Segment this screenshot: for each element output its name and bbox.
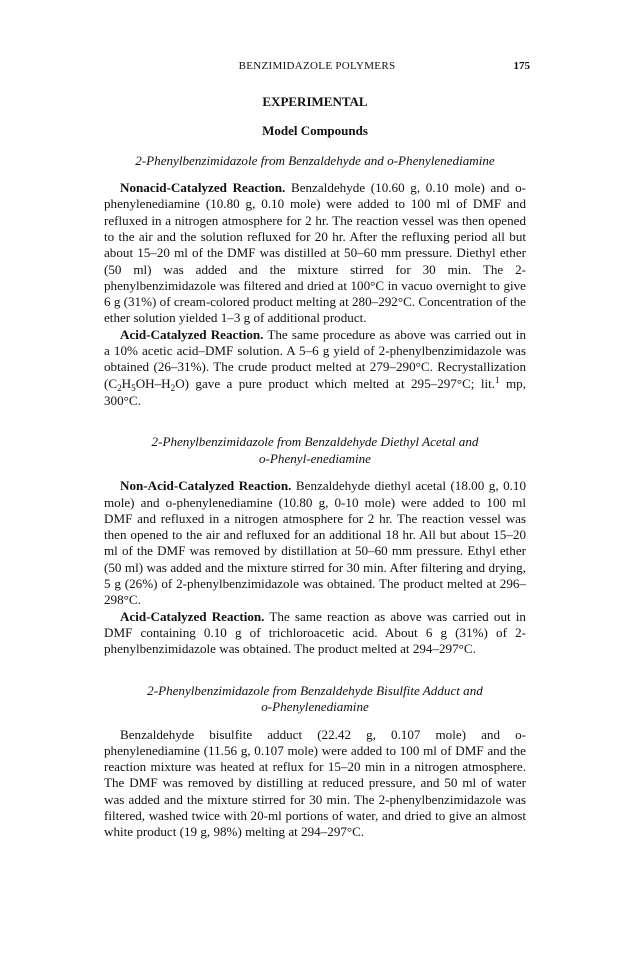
paragraph-text: The same procedure as above was carried out in a 10% acetic acid–DMF solution. A 5–6 g yield of 2-phenylbenzimidazole was obtained (26–31%). The crude product melted at 279–290°C. Recrystallization (C [104, 326, 526, 391]
reference-superscript: 1 [495, 374, 500, 385]
paragraph-text: mp, 300°C. [104, 375, 527, 408]
paragraph-text: Benzaldehyde (10.60 g, 0.10 mole) and o-phenylenediamine (10.80 g, 0.10 mole) were added to 100 ml of DMF and refluxed in a nitrogen atmosphere for 2 hr. The reaction vessel was then opened to the air and the solution refluxed for 20 hr. After the refluxing period all but about 15–20 ml of the DMF was distilled at 50–60 mm pressure. Diethyl ether (50 ml) was added and the mixture stirred for 30 min. The 2-phenylbenzimidazole was filtered and dried at 100°C in vacuo overnight to give 6 g (31%) of cream-colored product melting at 280–292°C. Concentration of the ether solution yielded 1–3 g of additional product. [104, 180, 526, 326]
block-heading: 2-Phenylbenzimidazole from Benzaldehyde and o-Phenylenediamine [135, 152, 495, 168]
paragraph [104, 609, 526, 658]
running-head [104, 60, 530, 78]
paragraph-text: Benzaldehyde bisulfite adduct (22.42 g, 0.107 mole) and o-phenylenediamine (11.56 g, 0.107 mole) were added to 100 ml of DMF and the reaction mixture was heated at reflux for 15–20 min in a nitrogen atmosphere. The DMF was removed by distilling at reduced pressure, and 50 ml of water was added and the mixture stirred for 30 min. The 2-phenylbenzimidazole was filtered, washed twice with 20-ml portions of water, and dried to give an almost white product (19 g, 98%) melting at 294–297°C. [104, 726, 526, 840]
paragraph [104, 478, 526, 608]
section-title: EXPERIMENTAL [262, 94, 368, 109]
run-in-heading: Nonacid-Catalyzed Reaction. [120, 180, 286, 196]
block-heading [104, 683, 526, 716]
paragraph-text: The same reaction as above was carried out in DMF containing 0.10 g of trichloroacetic acid. About 6 g (31%) of 2-phenylbenzimidazole was obtained. The product melted at 294–297°C. [104, 608, 526, 657]
run-in-heading: Acid-Catalyzed Reaction. [120, 608, 265, 624]
subscript: 2 [117, 382, 122, 393]
paragraph [104, 727, 526, 841]
paragraph [104, 327, 526, 409]
page-number: 175 [513, 60, 530, 72]
block-heading-line: o-Phenyl-enediamine [259, 450, 371, 466]
paragraph-text: H [121, 375, 132, 391]
run-in-heading: Acid-Catalyzed Reaction. [120, 326, 264, 342]
main-text [104, 94, 526, 841]
block-heading-line: 2-Phenylbenzimidazole from Benzaldehyde Bisulfite Adduct and [147, 682, 483, 698]
paragraph-text: O) gave a pure product which melted at 295–297°C; lit. [175, 375, 496, 391]
paragraph [104, 180, 526, 327]
subsection-title: Model Compounds [262, 123, 368, 139]
subscript: 5 [131, 382, 136, 393]
paragraph-text: OH–H [135, 375, 171, 391]
block-heading-line: o-Phenylenediamine [261, 699, 369, 715]
block-heading [104, 434, 526, 467]
run-in-heading: Non-Acid-Catalyzed Reaction. [120, 478, 292, 494]
subscript: 2 [170, 382, 176, 393]
running-head-title: BENZIMIDAZOLE POLYMERS [238, 60, 396, 72]
block-heading-line: 2-Phenylbenzimidazole from Benzaldehyde Diethyl Acetal and [151, 434, 479, 450]
paragraph-text: Benzaldehyde diethyl acetal (18.00 g, 0.10 mole) and o-phenylenediamine (10.80 g, 0-10 mole) were added to 100 ml DMF and refluxed in a nitrogen atmosphere for 2 hr. The reaction vessel was then opened to the air and refluxed for an additional 18 hr. All but about 15–20 ml of the DMF was removed by distillation at 50–60 mm pressure. Ethyl ether (50 ml) was added and the mixture stirred for 30 min. After filtering and drying, 5 g (26%) of 2-phenylbenzimidazole was obtained. The product melted at 296–298°C. [104, 478, 526, 608]
